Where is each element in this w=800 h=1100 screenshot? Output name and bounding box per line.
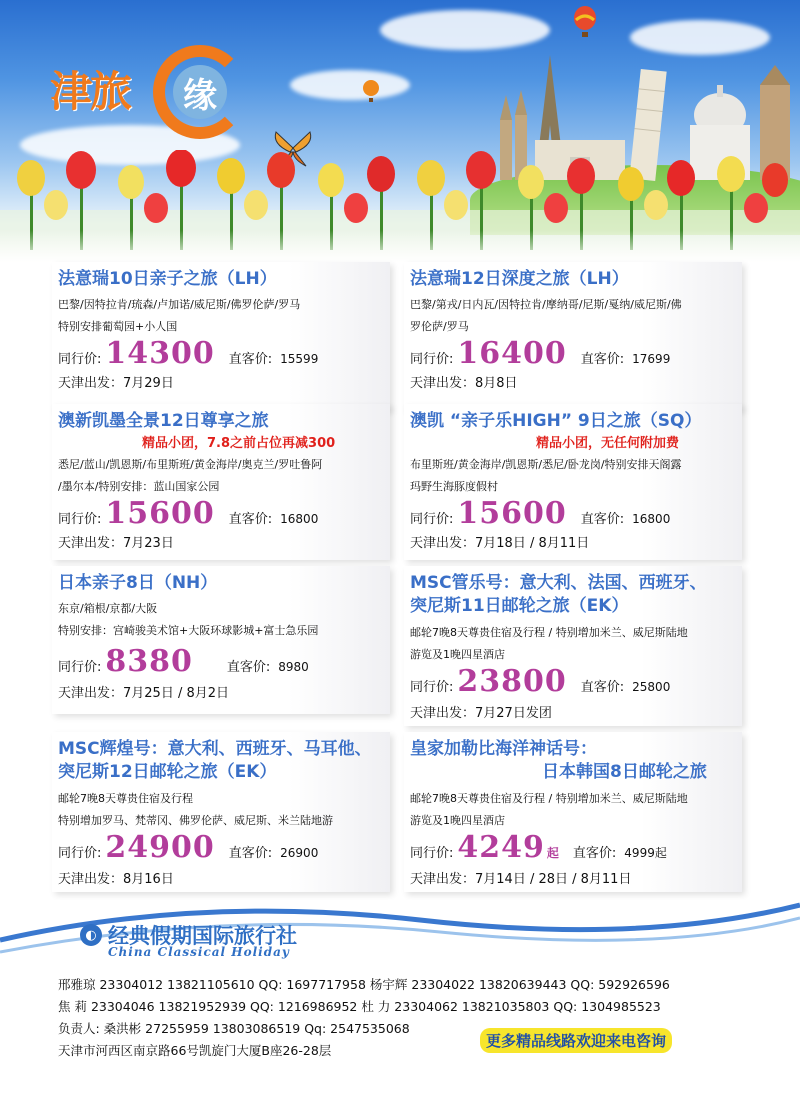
tour-title: 澳新凯墨全景12日尊享之旅 bbox=[58, 411, 269, 431]
departure-info: 天津出发：8月8日 bbox=[410, 376, 518, 391]
tour-title: 法意瑞10日亲子之旅（LH） bbox=[58, 269, 277, 289]
price-row bbox=[410, 336, 670, 371]
price-row bbox=[58, 336, 318, 371]
hot-air-balloon-icon bbox=[362, 80, 380, 104]
trade-price-label: 同行价: bbox=[58, 352, 102, 367]
hot-air-balloon-icon bbox=[572, 6, 598, 40]
tour-title-continued: 突尼斯11日邮轮之旅（EK） bbox=[410, 596, 629, 616]
tour-route: 布里斯班/黄金海岸/凯恩斯/悉尼/卧龙岗/特别安排天阁露 bbox=[410, 458, 682, 471]
tour-route: 邮轮7晚8天尊贵住宿及行程 bbox=[58, 792, 193, 805]
trade-price: 15600 bbox=[105, 496, 215, 531]
tour-note: 精品小团，无任何附加费 bbox=[536, 436, 680, 451]
price-row bbox=[410, 664, 670, 699]
trade-price-suffix: 起 bbox=[546, 846, 559, 860]
trade-price-label: 同行价: bbox=[58, 512, 102, 527]
direct-price: 17699 bbox=[632, 352, 671, 366]
price-row bbox=[58, 496, 318, 531]
tour-route-continued: 游览及1晚四星酒店 bbox=[410, 814, 505, 827]
price-row bbox=[58, 644, 309, 679]
trade-price: 8380 bbox=[105, 644, 193, 679]
tour-route-continued: 罗伦萨/罗马 bbox=[410, 320, 469, 333]
tour-card[interactable] bbox=[404, 262, 742, 410]
cloud-decoration bbox=[380, 10, 550, 50]
agency-footer bbox=[0, 900, 800, 1100]
tour-title: 澳凯 “亲子乐HIGH” 9日之旅（SQ） bbox=[410, 411, 702, 431]
trade-price: 24900 bbox=[105, 830, 215, 865]
tour-route: 巴黎/第戎/日内瓦/因特拉肯/摩纳哥/尼斯/戛纳/威尼斯/佛 bbox=[410, 298, 682, 311]
trade-price: 15600 bbox=[457, 496, 567, 531]
tour-route-continued: /墨尔本/特别安排：蓝山国家公园 bbox=[58, 480, 220, 493]
trade-price-label: 同行价: bbox=[58, 660, 102, 675]
trade-price-label: 同行价: bbox=[410, 846, 454, 861]
tour-title: 日本亲子8日（NH） bbox=[58, 573, 218, 593]
contact-line: 焦 莉 23304046 13821952939 QQ: 1216986952 杜 力 23304062 13821035803 QQ: 1304985523 bbox=[58, 999, 661, 1014]
header-banner bbox=[0, 0, 800, 262]
tour-title: 法意瑞12日深度之旅（LH） bbox=[410, 269, 629, 289]
tour-route: 东京/箱根/京都/大阪 bbox=[58, 602, 158, 615]
tour-title: MSC辉煌号：意大利、西班牙、马耳他、 bbox=[58, 739, 372, 759]
tour-route: 巴黎/因特拉肯/琉森/卢加诺/威尼斯/佛罗伦萨/罗马 bbox=[58, 298, 301, 311]
tour-title: MSC管乐号：意大利、法国、西班牙、 bbox=[410, 573, 707, 593]
direct-price-label: 直客价: bbox=[572, 846, 617, 861]
company-name-en: China Classical Holiday bbox=[108, 945, 290, 959]
departure-info: 天津出发：8月16日 bbox=[58, 872, 174, 887]
direct-price-label: 直客价: bbox=[580, 352, 625, 367]
tour-highlight: 特别安排：宫崎骏美术馆+大阪环球影城+富士急乐园 bbox=[58, 624, 319, 637]
trade-price-label: 同行价: bbox=[410, 680, 454, 695]
tour-route-continued: 游览及1晚四星酒店 bbox=[410, 648, 505, 661]
tour-highlight: 特别增加罗马、梵蒂冈、佛罗伦萨、威尼斯、米兰陆地游 bbox=[58, 814, 333, 827]
tour-card[interactable] bbox=[404, 404, 742, 560]
trade-price: 14300 bbox=[105, 336, 215, 371]
tulip-field-illustration bbox=[0, 150, 800, 262]
direct-price: 16800 bbox=[632, 512, 671, 526]
tour-highlight: 特别安排葡萄园+小人国 bbox=[58, 320, 178, 333]
direct-price: 25800 bbox=[632, 680, 671, 694]
tour-card[interactable] bbox=[52, 404, 390, 560]
direct-price: 16800 bbox=[280, 512, 319, 526]
departure-info: 天津出发：7月25日 / 8月2日 bbox=[58, 686, 229, 701]
direct-price-label: 直客价: bbox=[228, 846, 273, 861]
trade-price-label: 同行价: bbox=[410, 512, 454, 527]
tour-route: 悉尼/蓝山/凯恩斯/布里斯班/黄金海岸/奥克兰/罗吐鲁阿 bbox=[58, 458, 323, 471]
tour-card[interactable] bbox=[52, 262, 390, 410]
address-line: 天津市河西区南京路66号凯旋门大厦B座26-28层 bbox=[58, 1043, 332, 1058]
tour-route: 邮轮7晚8天尊贵住宿及行程 / 特别增加米兰、威尼斯陆地 bbox=[410, 626, 688, 639]
direct-price-label: 直客价: bbox=[580, 512, 625, 527]
trade-price-label: 同行价: bbox=[410, 352, 454, 367]
direct-price: 15599 bbox=[280, 352, 319, 366]
tour-card[interactable] bbox=[404, 566, 742, 726]
price-row bbox=[410, 830, 667, 865]
tour-card[interactable] bbox=[52, 732, 390, 892]
price-row bbox=[58, 830, 318, 865]
brand-logo-glyph: 缘 bbox=[173, 65, 227, 119]
tour-title-continued: 日本韩国8日邮轮之旅 bbox=[542, 762, 707, 782]
cloud-decoration bbox=[290, 70, 410, 100]
departure-info: 天津出发：7月14日 / 28日 / 8月11日 bbox=[410, 872, 632, 887]
tour-offers bbox=[0, 262, 800, 902]
tour-note: 精品小团，7.8之前占位再减300 bbox=[142, 436, 336, 451]
direct-price-label: 直客价: bbox=[580, 680, 625, 695]
inquiry-call-to-action: 更多精品线路欢迎来电咨询 bbox=[480, 1028, 672, 1053]
trade-price-label: 同行价: bbox=[58, 846, 102, 861]
trade-price: 16400 bbox=[457, 336, 567, 371]
tour-card[interactable] bbox=[404, 732, 742, 892]
tour-route: 邮轮7晚8天尊贵住宿及行程 / 特别增加米兰、威尼斯陆地 bbox=[410, 792, 688, 805]
departure-info: 天津出发：7月29日 bbox=[58, 376, 174, 391]
contact-line: 邢雅琼 23304012 13821105610 QQ: 1697717958 杨宇辉 23304022 13820639443 QQ: 592926596 bbox=[58, 977, 670, 992]
direct-price: 26900 bbox=[280, 846, 319, 860]
contact-line: 负责人: 桑洪彬 27255959 13803086519 Qq: 2547535068 bbox=[58, 1021, 410, 1036]
brand-logo-text: 津旅 bbox=[50, 67, 131, 116]
direct-price-label: 直客价: bbox=[228, 352, 273, 367]
direct-price-label: 直客价: bbox=[228, 512, 273, 527]
price-row bbox=[410, 496, 670, 531]
departure-info: 天津出发：7月27日发团 bbox=[410, 706, 552, 721]
direct-price: 8980 bbox=[278, 660, 309, 674]
departure-info: 天津出发：7月23日 bbox=[58, 536, 174, 551]
company-name-cn: 经典假期国际旅行社 bbox=[108, 923, 297, 948]
company-logo-icon: ◐ bbox=[80, 924, 102, 946]
direct-price-label: 直客价: bbox=[226, 660, 271, 675]
trade-price: 4249 bbox=[457, 830, 545, 865]
tour-title-continued: 突尼斯12日邮轮之旅（EK） bbox=[58, 762, 277, 782]
tour-card[interactable] bbox=[52, 566, 390, 714]
departure-info: 天津出发：7月18日 / 8月11日 bbox=[410, 536, 590, 551]
direct-price: 4999起 bbox=[624, 846, 667, 860]
tour-route-continued: 玛野生海豚度假村 bbox=[410, 480, 498, 493]
brand-logo bbox=[45, 45, 250, 141]
trade-price: 23800 bbox=[457, 664, 567, 699]
tour-title: 皇家加勒比海洋神话号： bbox=[410, 739, 597, 759]
